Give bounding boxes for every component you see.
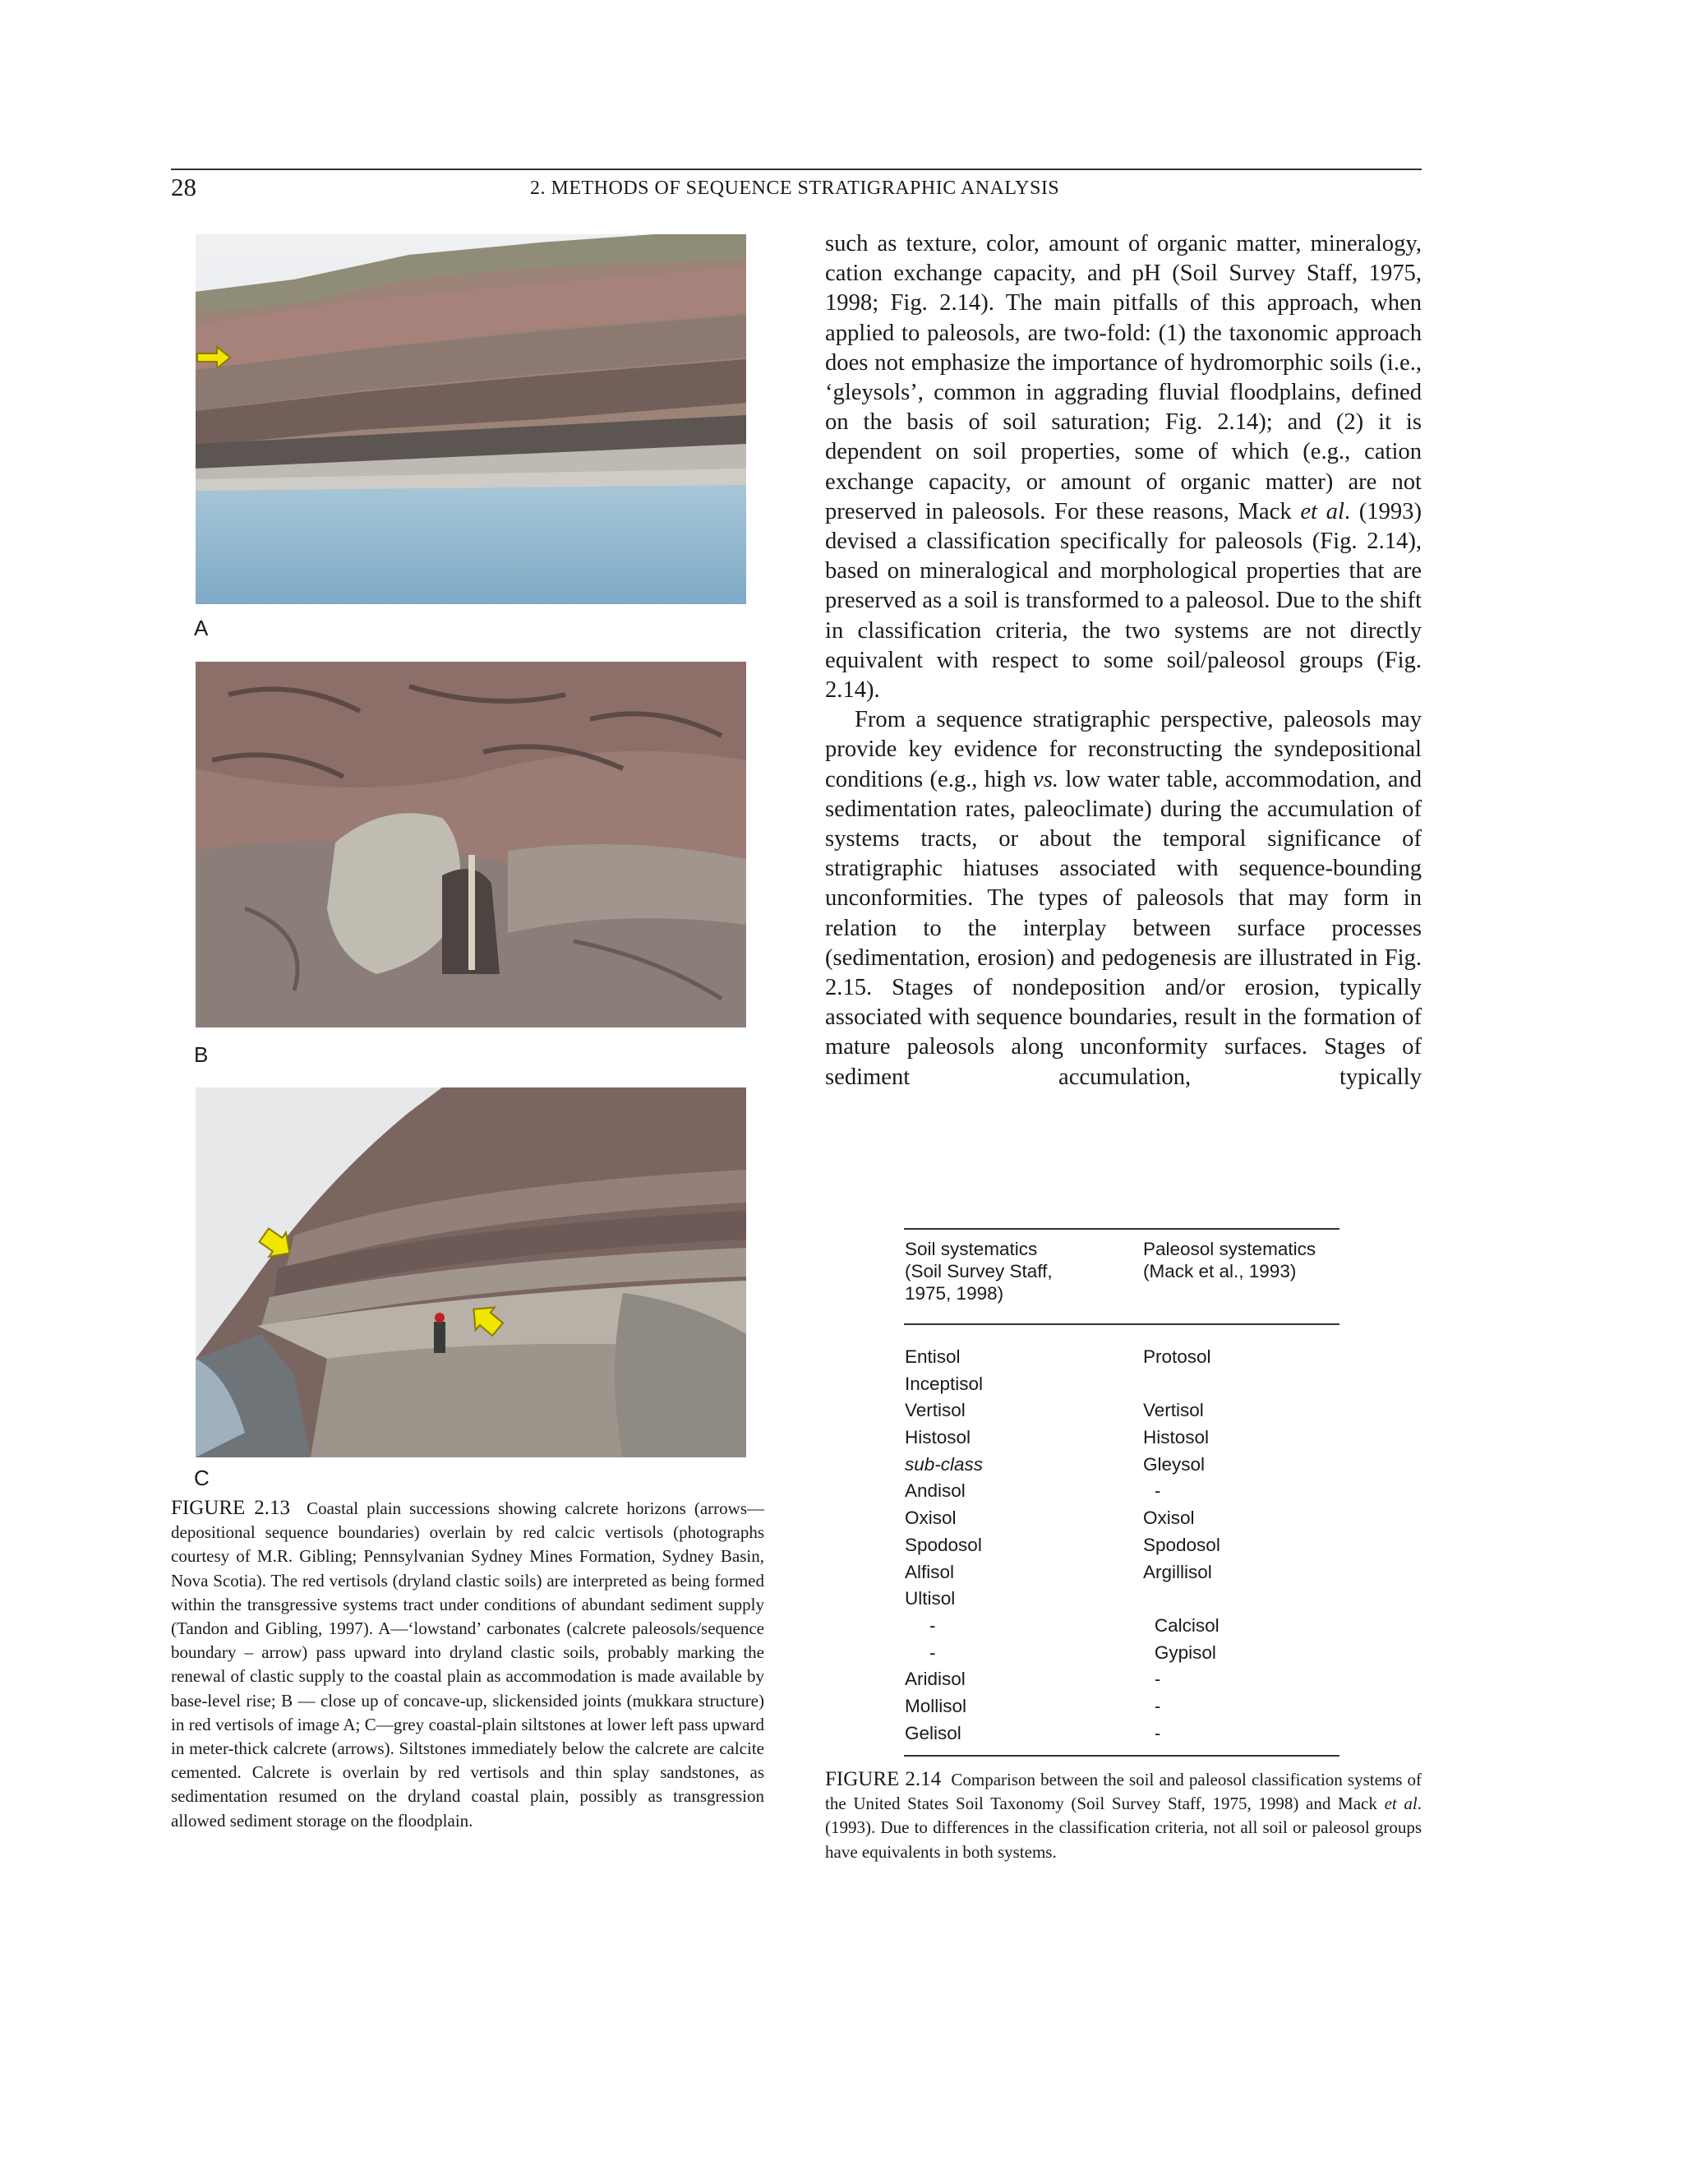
table-row [905,1666,1349,1693]
table-header-paleosol-line-1: Paleosol systematics [1143,1239,1316,1259]
figure-2-14-caption-etal: et al [1384,1794,1418,1814]
table-row [905,1693,1349,1720]
table-cell-soil: Inceptisol [905,1373,984,1394]
table-row [905,1424,1349,1452]
body-p2-part-b: low water table, accommodation, and sedimentation rates, paleoclimate) during the accumulation of systems tracts, or about the temporal significance of stratigraphic hiatuses associated with sequence-bounding unconformities. The types of paleosols that may form in relation to the interplay between surface processes (sedimentation, erosion) and pedogenesis are illustrated in Fig. 2.15. Stages of nondeposition and/or erosion, typically associated with sequence boundaries, result in the formation of mature paleosols along unconformity surfaces. Stages of sediment accumulation, typically [825,766,1422,1090]
photo-a-cliff-and-water [196,234,746,604]
body-paragraph-2 [825,705,1422,1092]
table-cell-soil: Oxisol [905,1508,957,1529]
table-header-soil [905,1238,1102,1304]
table-cell-soil: Vertisol [905,1400,966,1421]
table-cell-paleosol: Gypisol [1154,1641,1216,1663]
table-row [905,1505,1349,1532]
table-row [905,1452,1349,1479]
table-row [905,1640,1349,1667]
table-row [905,1478,1349,1505]
body-p2-part-a: From a sequence stratigraphic perspective, paleosols may provide key evidence for reconstructing the syndepositional conditions (e.g., high [825,707,1422,792]
table-cell-paleosol [1143,1586,1349,1613]
figure-2-14-caption-part-b: . (1993). Due to differences in the classification criteria, not all soil or paleosol groups have equivalents in both systems. [825,1794,1422,1862]
table-body [905,1344,1349,1747]
body-paragraph-1 [825,229,1422,705]
table-cell-soil: - [929,1641,936,1663]
table-rule-bottom [904,1755,1339,1757]
table-cell-paleosol: - [1154,1722,1161,1743]
table-row [905,1371,1349,1398]
table-cell-paleosol: Oxisol [1143,1508,1195,1529]
table-cell-soil: Alfisol [905,1561,955,1582]
table-row [905,1397,1349,1424]
table-cell-paleosol: Protosol [1143,1346,1211,1367]
table-cell-paleosol: Argillisol [1143,1561,1212,1582]
table-cell-paleosol: Histosol [1143,1427,1210,1448]
table-cell-paleosol: Vertisol [1143,1400,1204,1421]
panel-label-c: C [194,1466,210,1490]
header-rule [171,169,1422,170]
body-p2-vs: vs. [1033,766,1058,792]
table-row [905,1559,1349,1586]
table-cell-soil: Ultisol [905,1588,956,1609]
panel-label-a: A [194,616,209,640]
panel-label-b: B [194,1042,209,1067]
table-header-paleosol [1143,1238,1349,1282]
figure-2-14-caption [825,1767,1422,1864]
table-cell-soil: sub-class [905,1453,984,1475]
table-cell-paleosol: Spodosol [1143,1534,1220,1555]
table-row [905,1613,1349,1640]
body-p1-etal: et al [1300,498,1344,524]
table-cell-paleosol: Calcisol [1154,1614,1220,1636]
figure-2-14-caption-part-a: Comparison between the soil and paleosol classification systems of the United States Soil Taxonomy (Soil Survey Staff, 1975, 1998) and Mack [825,1770,1422,1814]
table-header-paleosol-line-2: (Mack et al., 1993) [1143,1261,1297,1281]
body-p1-part-a: such as texture, color, amount of organic matter, mineralogy, cation exchange capacity, and pH (Soil Survey Staff, 1975, 1998; Fig. 2.14). The main pitfalls of this approach, when applied to paleosols, are two-fold: (1) the taxonomic approach does not emphasize the importance of hydromorphic soils (i.e., ‘gleysols’, common in aggrading fluvial floodplains, defined on the basis of soil saturation; Fig. 2.14); and (2) it is dependent on soil properties, some of which (e.g., cation exchange capacity, or amount of organic matter) are not preserved in paleosols. For these reasons, Mack [825,231,1422,524]
table-header-soil-line-2: (Soil Survey Staff, [905,1261,1053,1281]
table-cell-paleosol [1143,1371,1349,1398]
running-head: 2. METHODS OF SEQUENCE STRATIGRAPHIC ANALYSIS [530,178,1060,199]
table-cell-paleosol: - [1154,1669,1161,1690]
figure-2-13-caption-label: FIGURE 2.13 [171,1497,291,1519]
table-header-soil-line-1: Soil systematics [905,1239,1038,1259]
table-header-soil-line-3: 1975, 1998) [905,1283,1004,1304]
figure-2-14-caption-label: FIGURE 2.14 [825,1768,942,1790]
table-row [905,1532,1349,1559]
table-rule-top [904,1228,1339,1230]
table-cell-soil: Gelisol [905,1722,961,1743]
table-cell-paleosol: - [1154,1695,1161,1716]
table-cell-soil: Histosol [905,1427,971,1448]
table-cell-paleosol: - [1154,1480,1161,1502]
table-cell-soil: Entisol [905,1346,961,1367]
body-text [825,229,1422,1092]
table-row [905,1720,1349,1748]
table-cell-soil: Andisol [905,1480,966,1502]
table-cell-soil: - [929,1614,936,1636]
page-number: 28 [171,173,196,201]
table-cell-soil: Aridisol [905,1669,966,1690]
table-row [905,1586,1349,1613]
table-cell-soil: Spodosol [905,1534,982,1555]
table-cell-soil: Mollisol [905,1695,967,1716]
figure-2-13-caption [171,1496,764,1833]
photo-c-coastal-calcrete [196,1087,746,1457]
table-row [905,1344,1349,1371]
table-rule-mid [904,1323,1339,1325]
body-p1-part-b: . (1993) devised a classification specifically for paleosols (Fig. 2.14), based on mineralogical and morphological properties that are preserved as a soil is transformed to a paleosol. Due to the shift in classification criteria, the two systems are not directly equivalent with respect to some soil/paleosol groups (Fig. 2.14). [825,498,1422,704]
figure-2-13-caption-text: Coastal plain successions showing calcrete horizons (arrows—depositional sequence boundaries) overlain by red calcic vertisols (photographs courtesy of M.R. Gibling; Pennsylvanian Sydney Mines Formation, Sydney Basin, Nova Scotia). The red vertisols (dryland clastic soils) are interpreted as being formed within the transgressive systems tract under conditions of abundant sediment supply (Tandon and Gibling, 1997). A—‘lowstand’ carbonates (calcrete paleosols/sequence boundary – arrow) pass upward into dryland clastic soils, probably marking the renewal of clastic supply to the coastal plain as accommodation is made available by base-level rise; B — close up of concave-up, slickensided joints (mukkara structure) in red vertisols of image A; C—grey coastal-plain siltstones at lower left pass upward in meter-thick calcrete (arrows). Siltstones immediately below the calcrete are calcite cemented. Calcrete is overlain by red vertisols and thin splay sandstones, as sedimentation resumed on the dryland coastal plain, possibly as transgression allowed sediment storage on the floodplain. [171,1498,764,1831]
table-cell-paleosol: Gleysol [1143,1453,1206,1475]
photo-b-closeup-vertisol [196,662,746,1027]
